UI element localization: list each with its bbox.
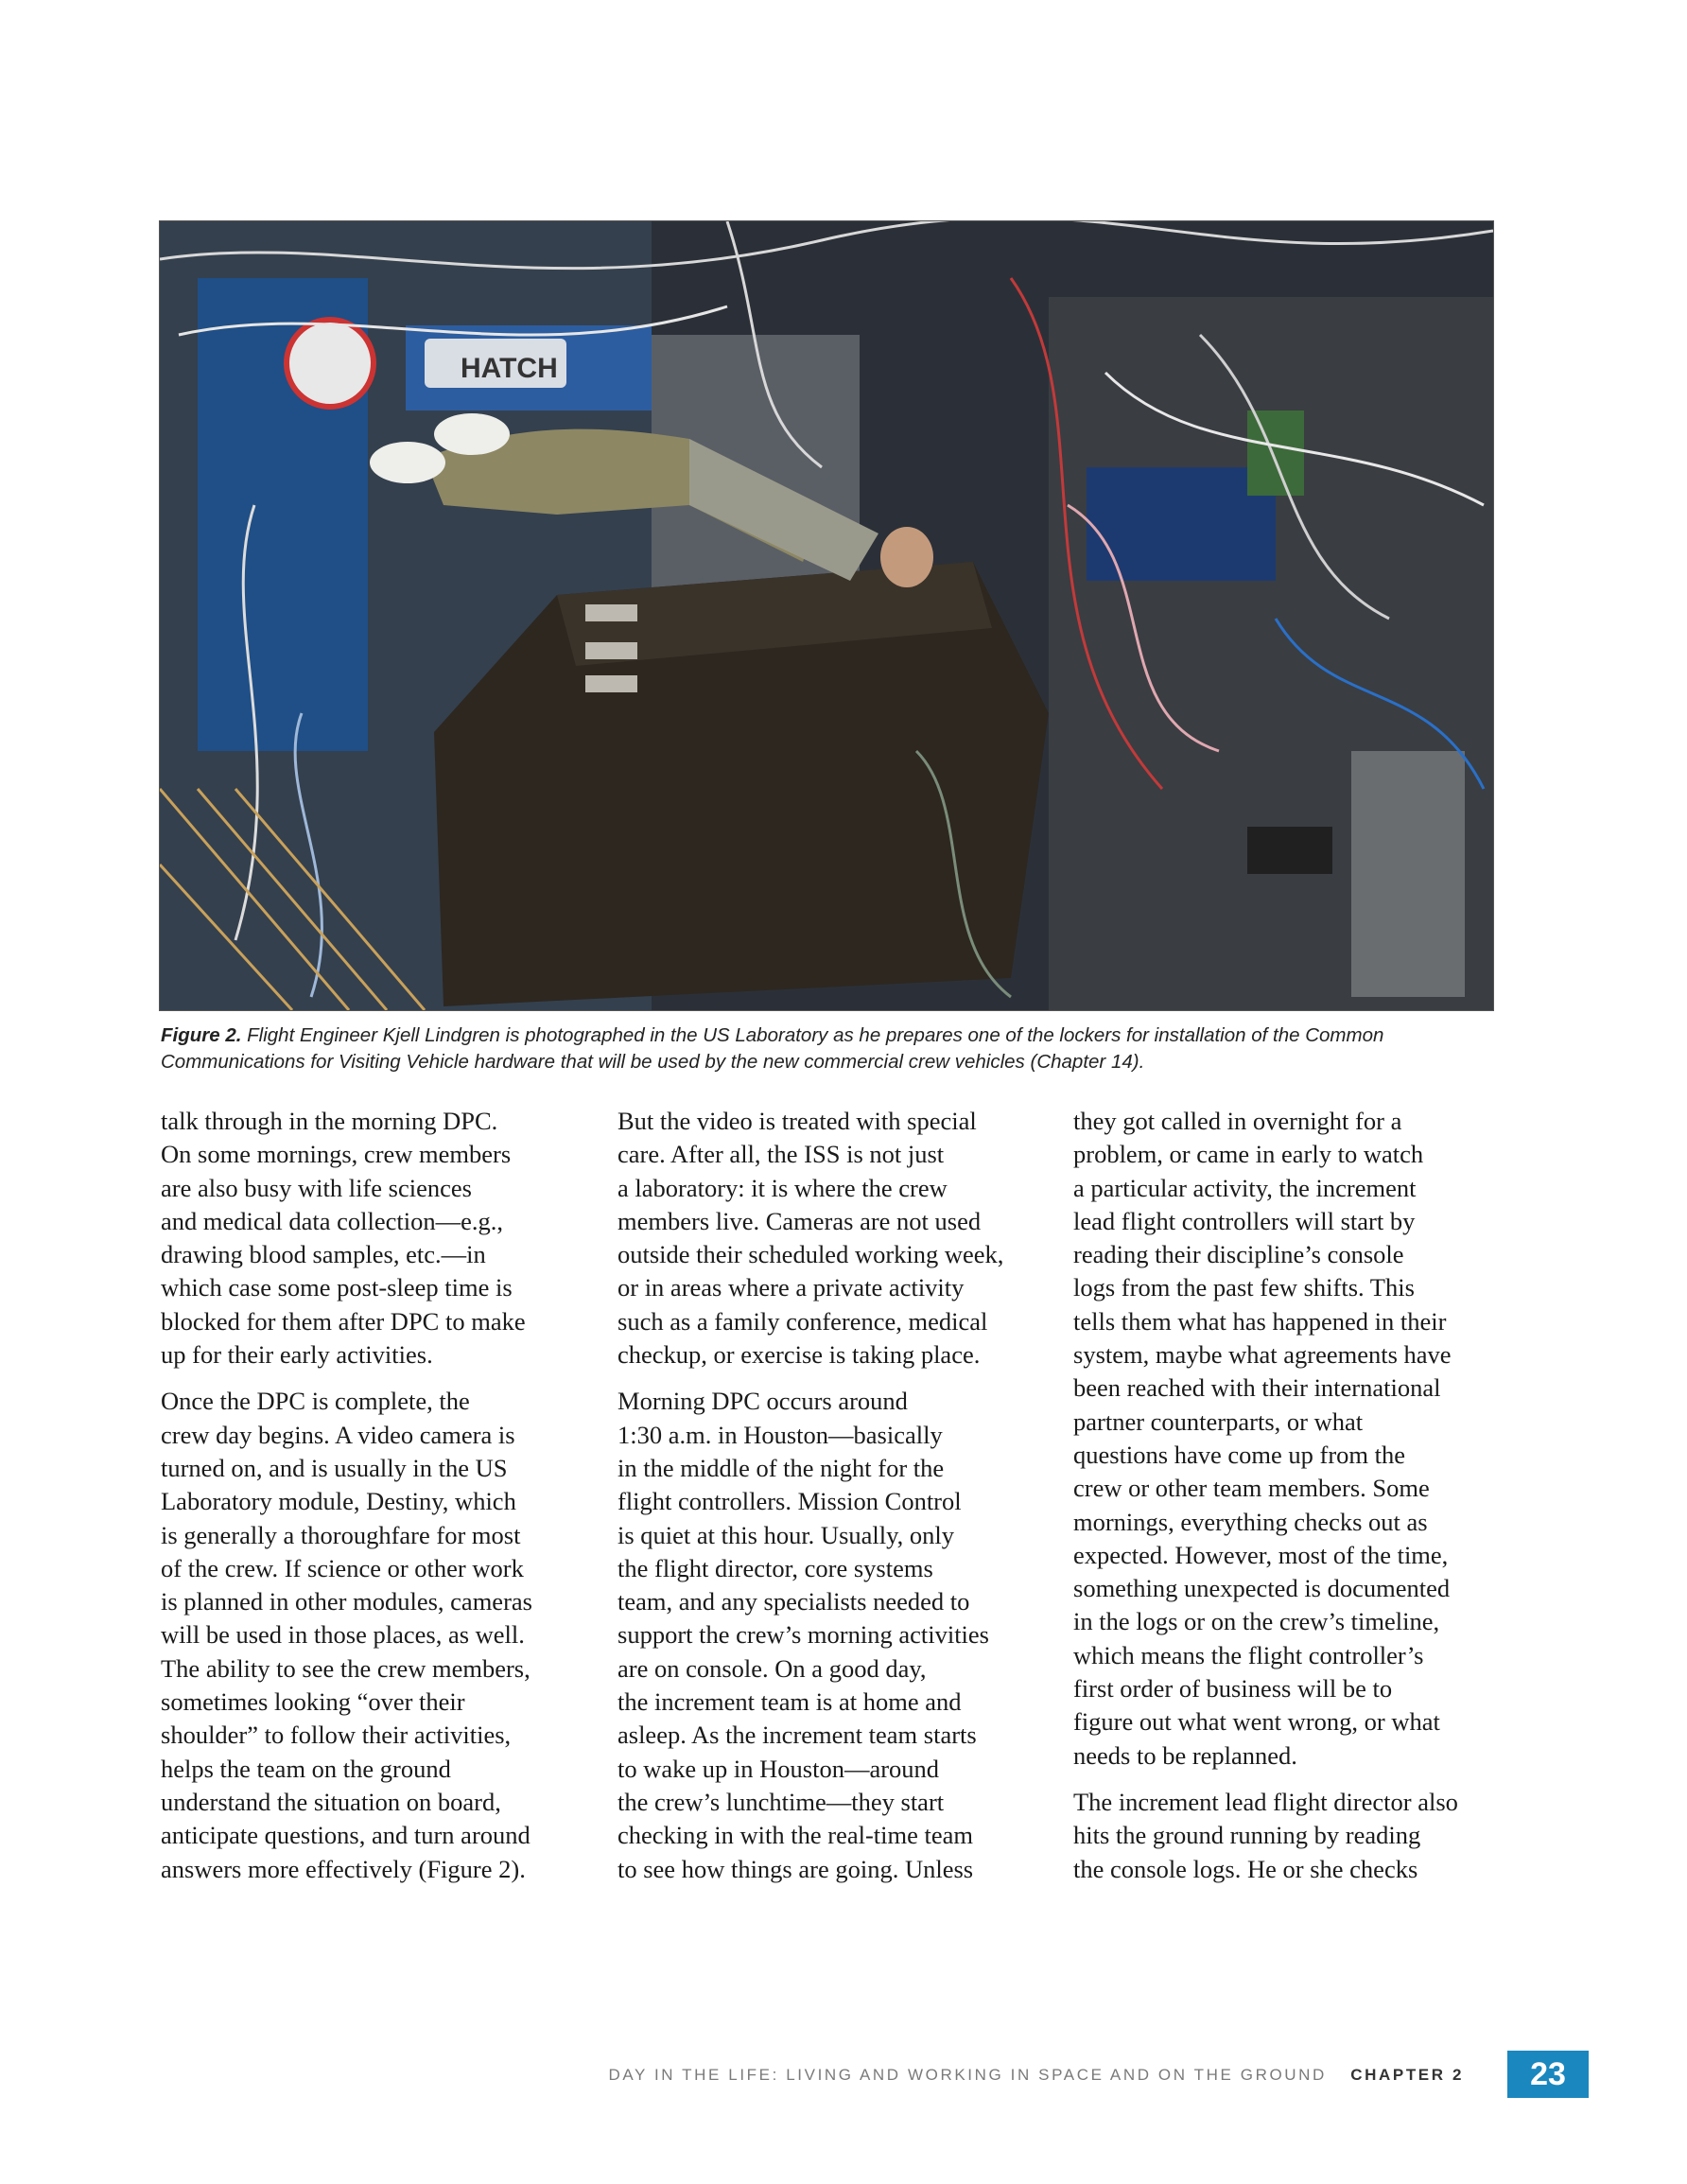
running-head-title: DAY IN THE LIFE: LIVING AND WORKING IN SPACE AND ON THE GROUND [608, 2066, 1327, 2084]
paragraph: they got called in overnight for a problem, or came in early to watch a particular activity, the increment lead flight controllers will start by reading their discipline’s console logs from the past few shifts. This tells them what has happened in their system, maybe what agreements have been reached with their international partner counterparts, or what questions have come up from the crew or other team members. Some mornings, everything checks out as expected. However, most of the time, something unexpected is documented in the logs or on the crew’s timeline, which means the flight controller’s first order of business will be to figure out what went wrong, or what needs to be replanned. [1073, 1107, 1452, 1770]
paragraph: But the video is treated with special care. After all, the ISS is not just a laboratory: it is where the crew members live. Cameras are not used outside their scheduled working week, or in areas where a private activity such as a family conference, medical checkup, or exercise is taking place. [617, 1107, 1004, 1370]
figure-caption-text: Flight Engineer Kjell Lindgren is photographed in the US Laboratory as he prepares one of the lockers for installation of the Common Communications for Visiting Vehicle hardware that will be used by the new commercial crew vehicles (Chapter 14). [161, 1024, 1384, 1073]
chapter-label: CHAPTER 2 [1350, 2066, 1464, 2084]
text-column-3 [1073, 1105, 1489, 1899]
text-column-2 [617, 1105, 1034, 1899]
page-footer [567, 2051, 1687, 2098]
page-number: 23 [1507, 2051, 1589, 2098]
figure-label: Figure 2. [161, 1024, 242, 1046]
paragraph: talk through in the morning DPC. On some mornings, crew members are also busy with life sciences and medical data collection—e.g., drawing blood samples, etc.—in which case some post-sleep time is blocked for them after DPC to make up for their early activities. [161, 1107, 526, 1370]
running-head [608, 2066, 1464, 2085]
iss-lab-photo [160, 221, 1493, 1010]
figure-caption [161, 1022, 1485, 1075]
figure-photo [159, 220, 1494, 1011]
hatch-sign: HATCH [461, 353, 558, 384]
paragraph: Once the DPC is complete, the crew day begins. A video camera is turned on, and is usually in the US Laboratory module, Destiny, which is generally a thoroughfare for most of the crew. If science or other work is planned in other modules, cameras will be used in those places, as well. The ability to see the crew members, sometimes looking “over their shoulder” to follow their activities, helps the team on the ground understand the situation on board, anticipate questions, and turn around answers more effectively (Figure 2). [161, 1387, 532, 1883]
text-column-1 [161, 1105, 577, 1899]
paragraph: The increment lead flight director also hits the ground running by reading the console logs. He or she checks [1073, 1787, 1458, 1883]
paragraph: Morning DPC occurs around 1:30 a.m. in Houston—basically in the middle of the night for the flight controllers. Mission Control is quiet at this hour. Usually, only the flight director, core systems team, and any specialists needed to support the crew’s morning activities are on console. On a good day, the increment team is at home and asleep. As the increment team starts to wake up in Houston—around the crew’s lunchtime—they start checking in with the real-time team to see how things are going. Unless [617, 1387, 989, 1883]
